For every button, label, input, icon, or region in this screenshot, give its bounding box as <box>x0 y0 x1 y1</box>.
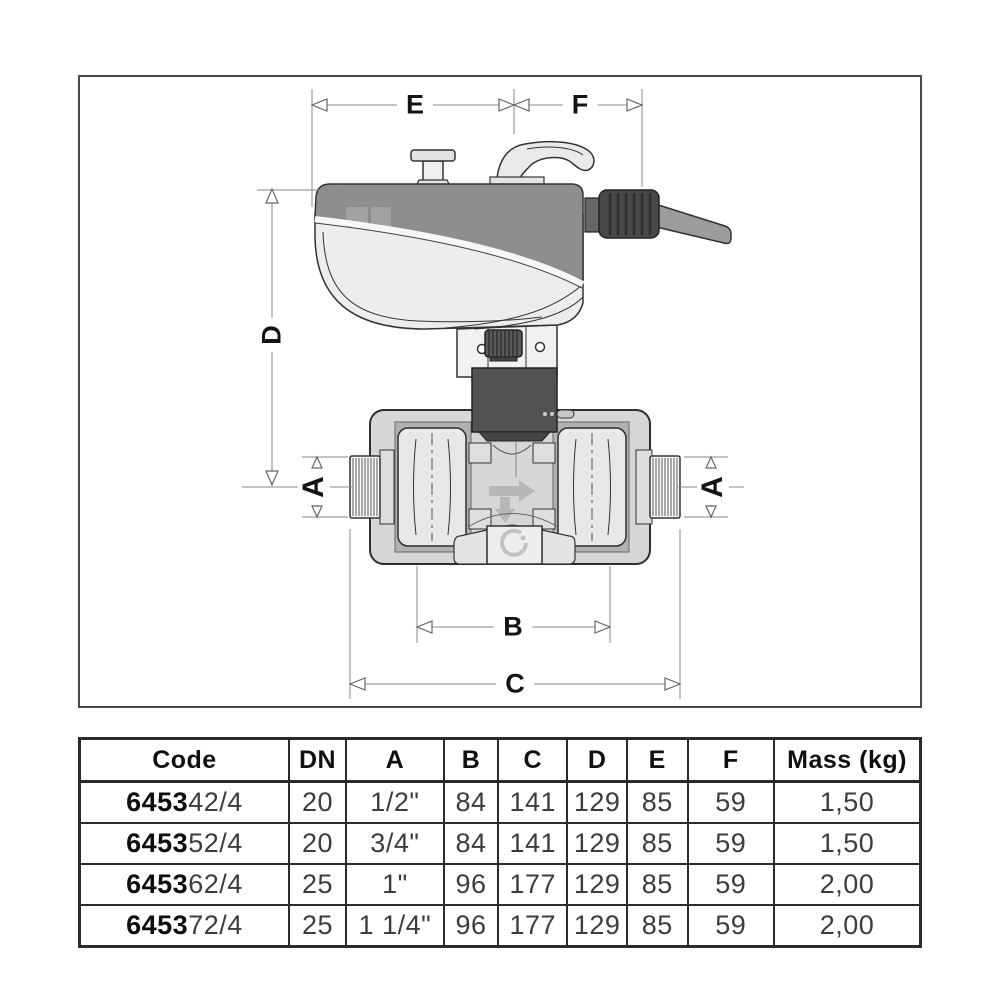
cell-c: 141 <box>498 823 567 864</box>
dim-label-b: B <box>494 613 532 642</box>
cell-e: 85 <box>627 864 688 905</box>
thread-right <box>636 450 680 524</box>
cell-mass: 2,00 <box>774 864 920 905</box>
cell-code <box>80 782 289 824</box>
cell-a: 1" <box>346 864 444 905</box>
cell-code <box>80 823 289 864</box>
header-d: D <box>567 739 627 782</box>
cell-d: 129 <box>567 864 627 905</box>
table-header-row <box>80 739 921 782</box>
union-nut-right <box>558 428 626 546</box>
cell-b: 96 <box>444 905 499 947</box>
dim-label-e: E <box>397 91 433 120</box>
cell-dn: 20 <box>289 823 346 864</box>
override-knob <box>485 330 522 361</box>
cell-dn: 25 <box>289 905 346 947</box>
code-prefix: 6453 <box>126 828 189 858</box>
thread-left <box>350 450 394 524</box>
code-suffix: 52/4 <box>188 828 243 858</box>
header-a: A <box>346 739 444 782</box>
cell-f: 59 <box>688 905 775 947</box>
header-b: B <box>444 739 499 782</box>
cable-gland <box>585 190 659 238</box>
header-mass: Mass (kg) <box>774 739 920 782</box>
code-prefix: 6453 <box>126 869 189 899</box>
cell-c: 177 <box>498 864 567 905</box>
cell-d: 129 <box>567 782 627 824</box>
cell-f: 59 <box>688 823 775 864</box>
cell-code <box>80 864 289 905</box>
header-e: E <box>627 739 688 782</box>
spec-table <box>78 737 922 948</box>
cell-f: 59 <box>688 864 775 905</box>
cell-a: 3/4" <box>346 823 444 864</box>
header-dn: DN <box>289 739 346 782</box>
table-row <box>80 823 921 864</box>
table-row <box>80 782 921 824</box>
cell-code <box>80 905 289 947</box>
cell-b: 84 <box>444 782 499 824</box>
cell-d: 129 <box>567 905 627 947</box>
table-row <box>80 864 921 905</box>
cell-dn: 25 <box>289 864 346 905</box>
diagram-panel <box>78 75 922 708</box>
cell-b: 96 <box>444 864 499 905</box>
cell-f: 59 <box>688 782 775 824</box>
cell-dn: 20 <box>289 782 346 824</box>
cell-e: 85 <box>627 905 688 947</box>
cell-d: 129 <box>567 823 627 864</box>
code-suffix: 72/4 <box>188 910 243 940</box>
cell-a: 1 1/4" <box>346 905 444 947</box>
dim-label-a-left: A <box>298 469 330 505</box>
power-cable <box>652 203 731 243</box>
code-suffix: 42/4 <box>188 787 243 817</box>
code-prefix: 6453 <box>126 910 189 940</box>
top-knob <box>411 150 455 186</box>
cell-e: 85 <box>627 782 688 824</box>
code-suffix: 62/4 <box>188 869 243 899</box>
cell-c: 177 <box>498 905 567 947</box>
header-code: Code <box>80 739 289 782</box>
dim-label-c: C <box>496 670 534 699</box>
dim-label-f: F <box>563 91 598 120</box>
cell-b: 84 <box>444 823 499 864</box>
actuator-body <box>315 184 583 329</box>
cell-c: 141 <box>498 782 567 824</box>
dim-label-d: D <box>258 318 287 352</box>
cell-mass: 1,50 <box>774 782 920 824</box>
cell-a: 1/2" <box>346 782 444 824</box>
lever-handle <box>490 142 594 185</box>
cell-mass: 1,50 <box>774 823 920 864</box>
dim-label-a-right: A <box>697 469 729 505</box>
header-f: F <box>688 739 775 782</box>
code-prefix: 6453 <box>126 787 189 817</box>
cell-mass: 2,00 <box>774 905 920 947</box>
union-nut-left <box>398 428 466 546</box>
header-c: C <box>498 739 567 782</box>
table-row <box>80 905 921 947</box>
cell-e: 85 <box>627 823 688 864</box>
